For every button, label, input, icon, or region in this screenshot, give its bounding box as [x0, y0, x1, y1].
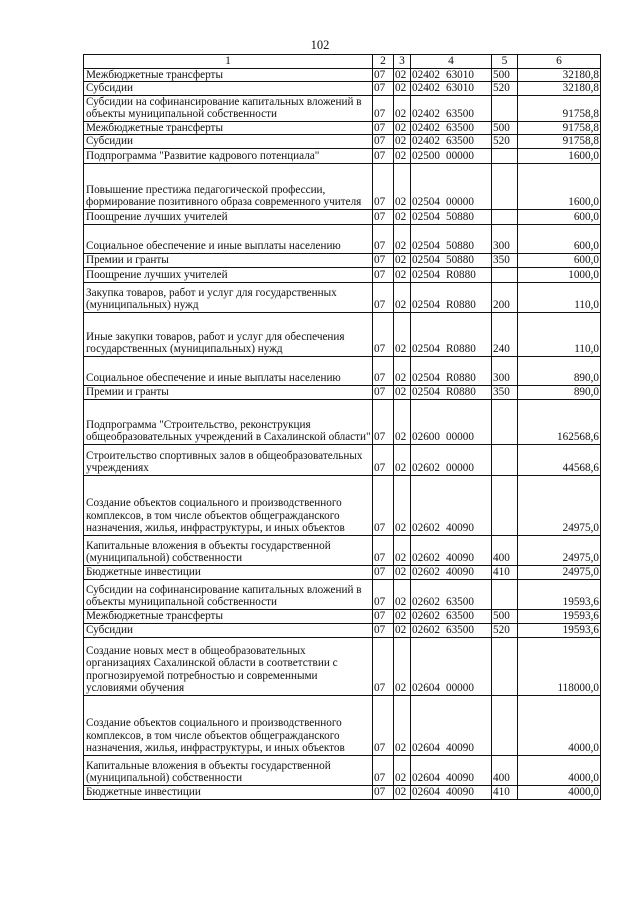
row-subsection: 02 [394, 95, 411, 121]
row-code-direction: R0880 [445, 269, 476, 281]
row-amount: 24975,0 [518, 475, 601, 535]
table-row [84, 82, 601, 96]
row-target-code [411, 253, 492, 267]
row-code-program: 02500 [412, 150, 440, 162]
row-code-direction: 63010 [445, 82, 474, 94]
row-code-program: 02504 [412, 372, 440, 384]
row-target-code [411, 385, 492, 399]
row-target-code [411, 282, 492, 312]
row-subsection: 02 [394, 785, 411, 799]
header-col-1: 1 [84, 55, 373, 69]
row-target-code [411, 267, 492, 282]
row-section: 07 [373, 695, 394, 755]
row-amount: 32180,8 [518, 82, 601, 96]
row-section: 07 [373, 535, 394, 565]
row-name: Иные закупки товаров, работ и услуг для обеспечения государственных (муниципальных) нужд [84, 312, 373, 356]
row-code-program: 02604 [412, 786, 440, 798]
table-row [84, 785, 601, 799]
header-col-2: 2 [373, 55, 394, 69]
row-code-program: 02504 [412, 211, 440, 223]
row-code-program: 02602 [412, 566, 440, 578]
row-name: Субсидии [84, 135, 373, 149]
row-expense-type: 410 [492, 785, 518, 799]
table-row [84, 565, 601, 579]
budget-table [83, 54, 601, 800]
row-amount: 600,0 [518, 209, 601, 224]
row-target-code [411, 121, 492, 135]
row-section: 07 [373, 623, 394, 637]
row-code-program: 02402 [412, 108, 440, 120]
row-code-direction: 00000 [445, 431, 474, 443]
row-code-direction: 63500 [445, 121, 474, 134]
header-col-6: 6 [518, 55, 601, 69]
table-row [84, 475, 601, 535]
row-expense-type: 400 [492, 535, 518, 565]
row-name: Субсидии на софинансирование капитальных вложений в объекты муниципальной собственности [84, 579, 373, 609]
row-code-direction: 63500 [445, 624, 474, 636]
row-expense-type: 520 [492, 623, 518, 637]
row-name: Субсидии [84, 82, 373, 96]
row-target-code [411, 535, 492, 565]
row-target-code [411, 623, 492, 637]
row-subsection: 02 [394, 356, 411, 385]
row-code-program: 02602 [412, 462, 440, 474]
row-section: 07 [373, 282, 394, 312]
row-target-code [411, 475, 492, 535]
row-subsection: 02 [394, 385, 411, 399]
row-name: Субсидии [84, 623, 373, 637]
row-name: Капитальные вложения в объекты государственной (муниципальной) собственности [84, 755, 373, 785]
row-code-direction: R0880 [445, 386, 476, 398]
row-subsection: 02 [394, 267, 411, 282]
row-code-direction: 63500 [445, 596, 474, 608]
row-code-program: 02604 [412, 742, 440, 754]
row-amount: 4000,0 [518, 695, 601, 755]
row-target-code [411, 565, 492, 579]
row-code-direction: R0880 [445, 299, 476, 311]
row-expense-type: 350 [492, 253, 518, 267]
row-name: Повышение престижа педагогической профессии, формирование позитивного образа современного учителя [84, 163, 373, 209]
row-code-program: 02504 [412, 386, 440, 398]
row-section: 07 [373, 565, 394, 579]
row-name: Субсидии на софинансирование капитальных вложений в объекты муниципальной собственности [84, 95, 373, 121]
row-name: Создание объектов социального и производственного комплексов, в том числе объектов общегражданского назначения, жилья, инфраструктуры, и иных объектов [84, 695, 373, 755]
row-code-direction: R0880 [445, 343, 476, 355]
row-target-code [411, 579, 492, 609]
row-target-code [411, 209, 492, 224]
row-code-program: 02604 [412, 682, 440, 694]
row-name: Создание новых мест в общеобразовательных организациях Сахалинской области в соответствии с прогнозируемой потребностью и современными условиями обучения [84, 637, 373, 695]
row-expense-type: 520 [492, 82, 518, 96]
row-expense-type [492, 163, 518, 209]
row-target-code [411, 135, 492, 149]
row-expense-type: 520 [492, 135, 518, 149]
row-target-code [411, 148, 492, 163]
row-subsection: 02 [394, 224, 411, 253]
row-subsection: 02 [394, 623, 411, 637]
row-section: 07 [373, 163, 394, 209]
row-target-code [411, 82, 492, 96]
row-amount: 24975,0 [518, 565, 601, 579]
header-col-3: 3 [394, 55, 411, 69]
row-subsection: 02 [394, 399, 411, 444]
table-row [84, 224, 601, 253]
row-section: 07 [373, 385, 394, 399]
row-code-direction: R0880 [445, 372, 476, 384]
row-subsection: 02 [394, 209, 411, 224]
row-section: 07 [373, 579, 394, 609]
row-name: Закупка товаров, работ и услуг для государственных (муниципальных) нужд [84, 282, 373, 312]
row-target-code [411, 695, 492, 755]
row-subsection: 02 [394, 121, 411, 135]
row-code-direction: 63010 [445, 68, 474, 81]
row-code-program: 02504 [412, 343, 440, 355]
row-amount: 19593,6 [518, 623, 601, 637]
table-row [84, 609, 601, 623]
table-row [84, 579, 601, 609]
row-subsection: 02 [394, 68, 411, 82]
row-target-code [411, 785, 492, 799]
header-row [84, 55, 601, 69]
row-expense-type: 500 [492, 68, 518, 82]
row-expense-type [492, 579, 518, 609]
row-amount: 24975,0 [518, 535, 601, 565]
row-expense-type: 200 [492, 282, 518, 312]
row-amount: 1000,0 [518, 267, 601, 282]
row-section: 07 [373, 444, 394, 475]
row-name: Поощрение лучших учителей [84, 209, 373, 224]
row-target-code [411, 312, 492, 356]
row-subsection: 02 [394, 312, 411, 356]
row-code-program: 02600 [412, 431, 440, 443]
table-row [84, 535, 601, 565]
table-row [84, 163, 601, 209]
header-col-4: 4 [411, 55, 492, 69]
row-code-program: 02504 [412, 196, 440, 208]
table-row [84, 148, 601, 163]
row-code-direction: 63500 [445, 108, 474, 120]
row-name: Социальное обеспечение и иные выплаты населению [84, 224, 373, 253]
row-section: 07 [373, 755, 394, 785]
row-name: Премии и гранты [84, 253, 373, 267]
table-row [84, 385, 601, 399]
row-name: Бюджетные инвестиции [84, 785, 373, 799]
row-subsection: 02 [394, 579, 411, 609]
row-code-program: 02402 [412, 68, 440, 81]
row-amount: 32180,8 [518, 68, 601, 82]
row-amount: 110,0 [518, 282, 601, 312]
row-section: 07 [373, 209, 394, 224]
row-amount: 162568,6 [518, 399, 601, 444]
row-amount: 91758,8 [518, 135, 601, 149]
row-subsection: 02 [394, 695, 411, 755]
row-expense-type: 400 [492, 755, 518, 785]
row-amount: 600,0 [518, 224, 601, 253]
row-name: Социальное обеспечение и иные выплаты населению [84, 356, 373, 385]
row-amount: 1600,0 [518, 148, 601, 163]
row-code-program: 02402 [412, 121, 440, 134]
row-section: 07 [373, 224, 394, 253]
row-amount: 4000,0 [518, 785, 601, 799]
row-amount: 19593,6 [518, 579, 601, 609]
row-code-direction: 50880 [445, 211, 474, 223]
row-expense-type [492, 637, 518, 695]
row-code-program: 02402 [412, 135, 440, 147]
row-code-direction: 40090 [445, 552, 474, 564]
row-expense-type [492, 444, 518, 475]
row-code-program: 02402 [412, 82, 440, 94]
row-code-program: 02604 [412, 772, 440, 784]
row-amount: 890,0 [518, 385, 601, 399]
row-code-direction: 00000 [445, 682, 474, 694]
row-subsection: 02 [394, 637, 411, 695]
row-code-direction: 00000 [445, 462, 474, 474]
row-subsection: 02 [394, 82, 411, 96]
row-code-program: 02504 [412, 240, 440, 252]
row-section: 07 [373, 68, 394, 82]
row-amount: 110,0 [518, 312, 601, 356]
row-code-program: 02504 [412, 269, 440, 281]
row-subsection: 02 [394, 535, 411, 565]
row-name: Капитальные вложения в объекты государственной (муниципальной) собственности [84, 535, 373, 565]
row-section: 07 [373, 95, 394, 121]
table-row [84, 135, 601, 149]
row-subsection: 02 [394, 755, 411, 785]
row-amount: 44568,6 [518, 444, 601, 475]
row-expense-type [492, 475, 518, 535]
row-subsection: 02 [394, 475, 411, 535]
row-code-program: 02602 [412, 596, 440, 608]
row-name: Подпрограмма "Развитие кадрового потенциала" [84, 148, 373, 163]
row-section: 07 [373, 609, 394, 623]
row-expense-type [492, 209, 518, 224]
row-section: 07 [373, 399, 394, 444]
table-row [84, 695, 601, 755]
row-code-program: 02602 [412, 522, 440, 534]
row-expense-type: 350 [492, 385, 518, 399]
row-expense-type [492, 695, 518, 755]
row-code-direction: 50880 [445, 254, 474, 266]
row-code-direction: 63500 [445, 135, 474, 147]
row-target-code [411, 444, 492, 475]
row-target-code [411, 224, 492, 253]
row-amount: 91758,8 [518, 95, 601, 121]
table-row [84, 399, 601, 444]
table-row [84, 121, 601, 135]
row-expense-type [492, 148, 518, 163]
table-row [84, 312, 601, 356]
row-expense-type [492, 95, 518, 121]
row-subsection: 02 [394, 253, 411, 267]
table-row [84, 68, 601, 82]
row-code-direction: 40090 [445, 742, 474, 754]
row-amount: 4000,0 [518, 755, 601, 785]
table-row [84, 282, 601, 312]
row-section: 07 [373, 356, 394, 385]
row-code-direction: 40090 [445, 786, 474, 798]
row-name: Межбюджетные трансферты [84, 609, 373, 623]
row-subsection: 02 [394, 148, 411, 163]
table-row [84, 356, 601, 385]
row-expense-type: 500 [492, 609, 518, 623]
row-target-code [411, 399, 492, 444]
row-name: Создание объектов социального и производственного комплексов, в том числе объектов общегражданского назначения, жилья, инфраструктуры, и иных объектов [84, 475, 373, 535]
row-amount: 890,0 [518, 356, 601, 385]
row-amount: 1600,0 [518, 163, 601, 209]
row-amount: 600,0 [518, 253, 601, 267]
row-target-code [411, 95, 492, 121]
row-subsection: 02 [394, 609, 411, 623]
table-row [84, 637, 601, 695]
row-section: 07 [373, 785, 394, 799]
row-section: 07 [373, 267, 394, 282]
row-section: 07 [373, 253, 394, 267]
table-row [84, 755, 601, 785]
row-subsection: 02 [394, 282, 411, 312]
row-target-code [411, 637, 492, 695]
row-subsection: 02 [394, 444, 411, 475]
row-name: Строительство спортивных залов в общеобразовательных учреждениях [84, 444, 373, 475]
row-code-direction: 50880 [445, 240, 474, 252]
row-section: 07 [373, 135, 394, 149]
row-section: 07 [373, 637, 394, 695]
row-expense-type: 300 [492, 356, 518, 385]
row-target-code [411, 68, 492, 82]
row-code-program: 02504 [412, 254, 440, 266]
row-name: Премии и гранты [84, 385, 373, 399]
row-section: 07 [373, 312, 394, 356]
row-subsection: 02 [394, 565, 411, 579]
table-row [84, 253, 601, 267]
row-name: Межбюджетные трансферты [84, 121, 373, 135]
table-row [84, 209, 601, 224]
row-subsection: 02 [394, 135, 411, 149]
row-section: 07 [373, 475, 394, 535]
table-row [84, 444, 601, 475]
row-amount: 19593,6 [518, 609, 601, 623]
page-number: 102 [310, 38, 330, 52]
row-code-direction: 40090 [445, 566, 474, 578]
row-name: Поощрение лучших учителей [84, 267, 373, 282]
row-section: 07 [373, 121, 394, 135]
row-target-code [411, 356, 492, 385]
row-section: 07 [373, 82, 394, 96]
row-code-direction: 00000 [445, 150, 474, 162]
row-section: 07 [373, 148, 394, 163]
row-code-direction: 40090 [445, 772, 474, 784]
row-code-program: 02504 [412, 299, 440, 311]
row-name: Межбюджетные трансферты [84, 68, 373, 82]
row-expense-type: 300 [492, 224, 518, 253]
row-target-code [411, 163, 492, 209]
row-amount: 118000,0 [518, 637, 601, 695]
row-code-direction: 63500 [445, 610, 474, 622]
table-row [84, 623, 601, 637]
row-expense-type [492, 267, 518, 282]
row-code-program: 02602 [412, 552, 440, 564]
row-expense-type: 500 [492, 121, 518, 135]
row-target-code [411, 609, 492, 623]
row-expense-type [492, 399, 518, 444]
row-code-program: 02602 [412, 610, 440, 622]
header-col-5: 5 [492, 55, 518, 69]
table-row [84, 267, 601, 282]
row-subsection: 02 [394, 163, 411, 209]
table-row [84, 95, 601, 121]
row-amount: 91758,8 [518, 121, 601, 135]
row-code-program: 02602 [412, 624, 440, 636]
row-target-code [411, 755, 492, 785]
row-name: Бюджетные инвестиции [84, 565, 373, 579]
row-expense-type: 240 [492, 312, 518, 356]
row-code-direction: 00000 [445, 196, 474, 208]
row-name: Подпрограмма "Строительство, реконструкция общеобразовательных учреждений в Сахалинской области" [84, 399, 373, 444]
row-expense-type: 410 [492, 565, 518, 579]
row-code-direction: 40090 [445, 522, 474, 534]
